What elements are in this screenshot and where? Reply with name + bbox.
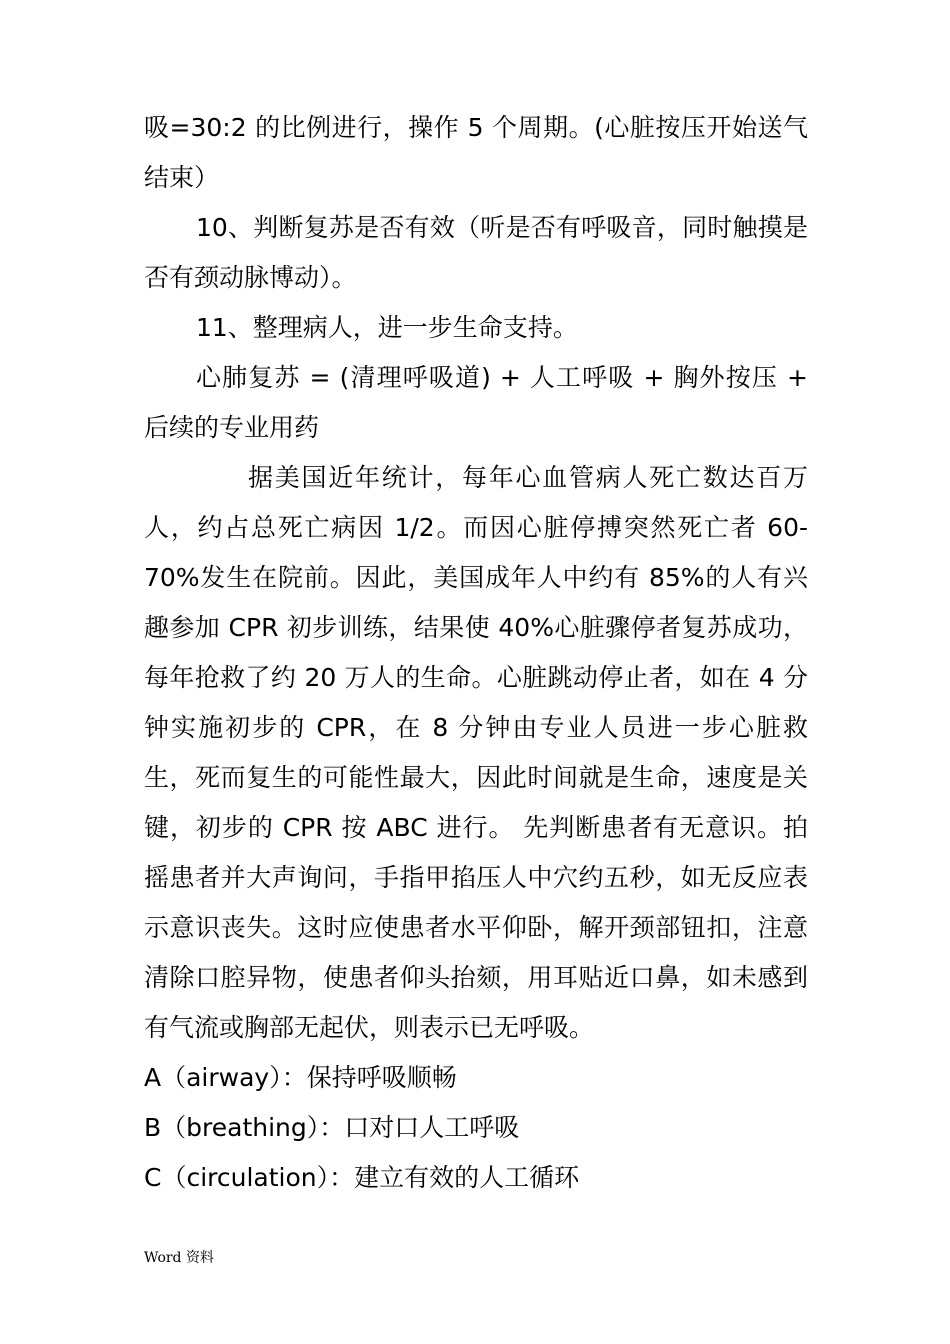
- abc-item-breathing: B（breathing）：口对口人工呼吸: [144, 1113, 520, 1142]
- abc-item-airway: A（airway）：保持呼吸顺畅: [144, 1063, 457, 1092]
- document-body: [144, 103, 808, 1203]
- paragraph-step-11: 11、整理病人，进一步生命支持。: [196, 313, 578, 342]
- abc-item-circulation: C（circulation）：建立有效的人工循环: [144, 1163, 580, 1192]
- paragraph-statistics: 据美国近年统计，每年心血管病人死亡数达百万人，约占总死亡病因 1/2。而因心脏停搏突然死亡者 60-70%发生在院前。因此，美国成年人中约有 85%的人有兴趣参加 CPR 初步训练，结果使 40%心脏骤停者复苏成功，每年抢救了约 20 万人的生命。心脏跳动停止者，如在 4 分钟实施初步的 CPR，在 8 分钟由专业人员进一步心脏救生，死而复生的可能性最大，因此时间就是生命，速度是关键，初步的 CPR 按 ABC 进行。 先判断患者有无意识。拍摇患者并大声询问，手指甲掐压人中穴约五秒，如无反应表示意识丧失。这时应使患者水平仰卧，解开颈部钮扣，注意清除口腔异物，使患者仰头抬颏，用耳贴近口鼻，如未感到有气流或胸部无起伏，则表示已无呼吸。: [144, 463, 808, 1042]
- paragraph-breathing-ratio: 吸=30:2 的比例进行，操作 5 个周期。(心脏按压开始送气结束）: [144, 113, 808, 192]
- page-footer: Word 资料: [144, 1250, 214, 1266]
- paragraph-step-10: 10、判断复苏是否有效（听是否有呼吸音，同时触摸是否有颈动脉博动）。: [144, 213, 808, 292]
- paragraph-cpr-formula: 心肺复苏 = (清理呼吸道) + 人工呼吸 + 胸外按压 + 后续的专业用药: [144, 363, 808, 442]
